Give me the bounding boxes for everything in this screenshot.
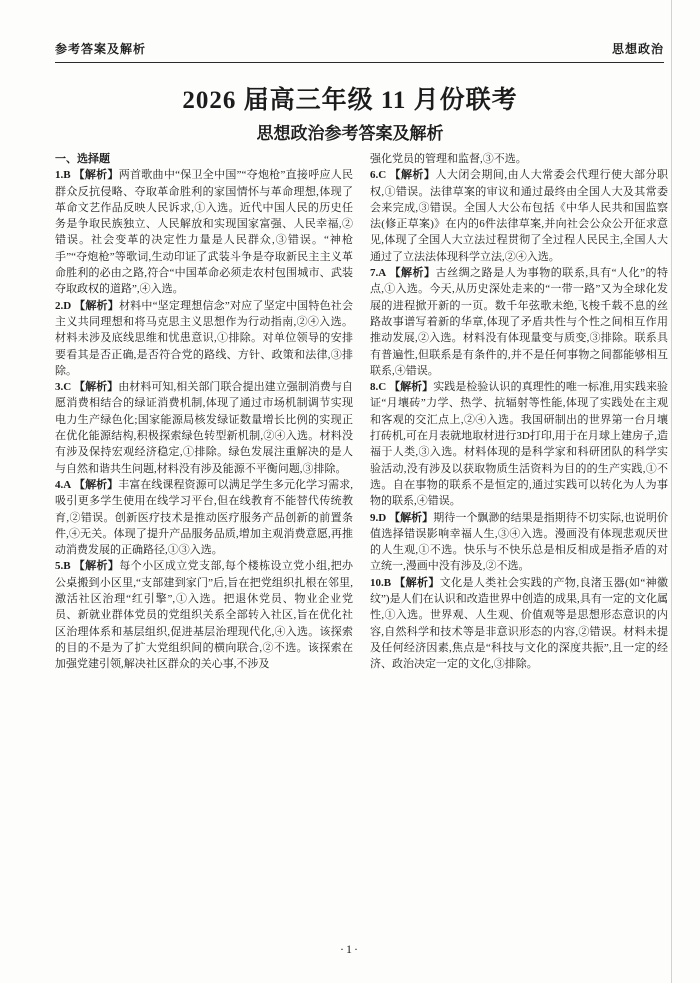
item-text-5-continued: 强化党员的管理和监督,③不选。 xyxy=(370,153,527,165)
answer-item-5-continued xyxy=(370,151,668,167)
answers-content xyxy=(55,151,668,673)
item-number-9: 9.D xyxy=(370,511,387,524)
item-number-10: 10.B xyxy=(370,576,392,589)
analysis-tag-10: 【解析】 xyxy=(394,576,440,589)
item-number-2: 2.D xyxy=(55,299,72,312)
item-text-9: 期待一个飘渺的结果是指期待不切实际,也说明价值选择错误影响幸福人生,③④入选。漫画没有体现悲观厌世的人生观,①不选。快乐与不快乐总是相反相成是指矛盾的对立统一,漫画中没有涉及,②不选。 xyxy=(370,511,669,573)
right-column xyxy=(370,151,668,673)
item-text-4: 丰富在线课程资源可以满足学生多元化学习需求,吸引更多学生使用在线学习平台,但在线教育不能替代传统教育,②错误。创新医疗技术是推动医疗服务产品创新的前置条件,④无关。体现了提升产品服务品质,增加主观消费意愿,再推动消费发展的正确路径,①③入选。 xyxy=(55,478,354,557)
header-left-label: 参考答案及解析 xyxy=(55,42,147,56)
analysis-tag-5: 【解析】 xyxy=(73,560,120,573)
item-text-3: 由材料可知,相关部门联合提出建立强制消费与自愿消费相结合的绿证消费机制,体现了通过市场机制调节实现电力生产绿色化;国家能源局核发绿证数量增长比例的实现正在优化能源结构,积极探索绿色转型新机制,②④入选。材料没有涉及保持宏观经济稳定,①排除。绿色发展注重解决的是人与自然和谐共生问题,材料没有涉及能源不平衡问题,③排除。 xyxy=(55,381,354,475)
item-number-6: 6.C xyxy=(370,169,387,182)
answer-item-1 xyxy=(55,167,353,297)
item-number-1: 1.B xyxy=(55,169,71,182)
item-number-3: 3.C xyxy=(55,381,72,394)
analysis-tag-2: 【解析】 xyxy=(74,299,119,312)
answer-item-9 xyxy=(370,510,668,575)
item-text-2: 材料中“坚定理想信念”对应了坚定中国特色社会主义共同理想和将马克思主义思想作为行动指南,②④入选。材料未涉及底线思维和忧患意识,①排除。对单位领导的安排要看其是否正确,是否符合党的路线、方针、政策和法律,③排除。 xyxy=(55,299,353,377)
answer-item-3 xyxy=(55,379,353,477)
answer-item-7 xyxy=(370,265,668,379)
answer-item-10 xyxy=(370,575,668,673)
analysis-tag-4: 【解析】 xyxy=(74,478,119,491)
section-heading: 一、选择题 xyxy=(55,153,110,165)
analysis-tag-3: 【解析】 xyxy=(74,381,119,394)
page-number: ·1· xyxy=(340,942,360,956)
exam-title: 2026 届高三年级 11 月份联考 xyxy=(182,87,518,114)
analysis-tag-6: 【解析】 xyxy=(389,169,436,182)
header-right-label: 思想政治 xyxy=(611,42,664,56)
item-text-5: 每个小区成立党支部,每个楼栋设立党小组,把办公桌搬到小区里,“支部建到家门”后,旨在把党组织扎根在邻里,激活社区治理“红引擎”,①入选。把退休党员、物业企业党员、新就业群体党员的党组织关系全部转入社区,旨在优化社区治理体系和基层组织,促进基层治理现代化,④入选。该探索的目的不是为了扩大党组织间的横向联合,②不选。该探索在加强党建引领,解决社区群众的关心事,不涉及 xyxy=(55,560,353,671)
page-edge-line xyxy=(671,0,672,983)
analysis-tag-9: 【解析】 xyxy=(389,511,434,524)
analysis-tag-7: 【解析】 xyxy=(389,267,436,280)
page-header xyxy=(55,40,664,63)
item-text-7: 古丝绸之路是人为事物的联系,具有“人化”的特点,①入选。今天,从历史深处走来的“一带一路”又为全球化发展的进程掀开新的一页。数千年弦歌未绝,飞梭千载不息的丝路故事谱写着新的华章,体现了矛盾共性与个性之间相互作用推动发展,②入选。材料没有体现量变与质变,③排除。联系具有普遍性,但联系是有条件的,并不是任何事物之间都能够相互联系,④错误。 xyxy=(370,267,669,377)
answer-item-2 xyxy=(55,298,353,379)
answer-item-8 xyxy=(370,379,668,509)
item-text-10: 文化是人类社会实践的产物,良渚玉器(如“神徽纹”)是人们在认识和改造世界中创造的成果,具有一定的文化属性,①入选。世界观、人生观、价值观等是思想形态意识的内容,自然科学和技术等是非意识形态的内容,②错误。材料未提及任何经济因素,焦点是“科技与文化的深度共振”,且一定的经济、政治决定一定的文化,③排除。 xyxy=(370,576,669,671)
answer-item-4 xyxy=(55,477,353,558)
analysis-tag-8: 【解析】 xyxy=(389,381,434,394)
answer-item-5 xyxy=(55,558,353,672)
item-number-8: 8.C xyxy=(370,381,387,394)
item-text-1: 两首歌曲中“保卫全中国”“夺炮枪”直接呼应人民群众反抗侵略、夺取革命胜利的家国情怀与革命理想,体现了革命文艺作品反映人民诉求,①入选。近代中国人民的历史任务是争取民族独立、人民解放和实现国家富强、人民幸福,②错误。社会变革的决定性力量是人民群众,③错误。“神枪手”“夺炮枪”等歌词,生动印证了武装斗争是夺取新民主主义革命胜利的必由之路,符合“中国革命必须走农村包围城市、武装夺取政权的道路”,④入选。 xyxy=(55,169,354,296)
exam-subtitle: 思想政治参考答案及解析 xyxy=(256,124,444,143)
item-number-7: 7.A xyxy=(370,267,387,280)
item-number-4: 4.A xyxy=(55,478,72,491)
item-number-5: 5.B xyxy=(55,560,71,573)
item-text-8: 实践是检验认识的真理性的唯一标准,用实践来验证“月壤砖”力学、热学、抗辐射等性能,体现了实践处在主观和客观的交汇点上,②④入选。我国研制出的世界第一台月壤打砖机,可在月表就地取材进行3D打印,用于在月球上建房子,造福于人类,③入选。材料体现的是科学家和科研团队的科学实验活动,没有涉及以获取物质生活资料为目的的生产实践,①不选。自在事物的联系不是恒定的,通过实践可以转化为人为事物的联系,④错误。 xyxy=(370,381,669,508)
left-column xyxy=(55,151,353,673)
answer-item-6 xyxy=(370,167,668,265)
analysis-tag-1: 【解析】 xyxy=(73,169,119,182)
item-text-6: 人大闭会期间,由人大常委会代理行使大部分职权,①错误。法律草案的审议和通过最终由全国人大及其常委会来完成,③错误。全国人大公布包括《中华人民共和国监察法(修正草案)》在内的6件法律草案,并向社会公众公开征求意见,体现了全国人大立法过程贯彻了全过程人民民主,全国人大通过了立法法体现科学立法,②④入选。 xyxy=(370,169,669,263)
